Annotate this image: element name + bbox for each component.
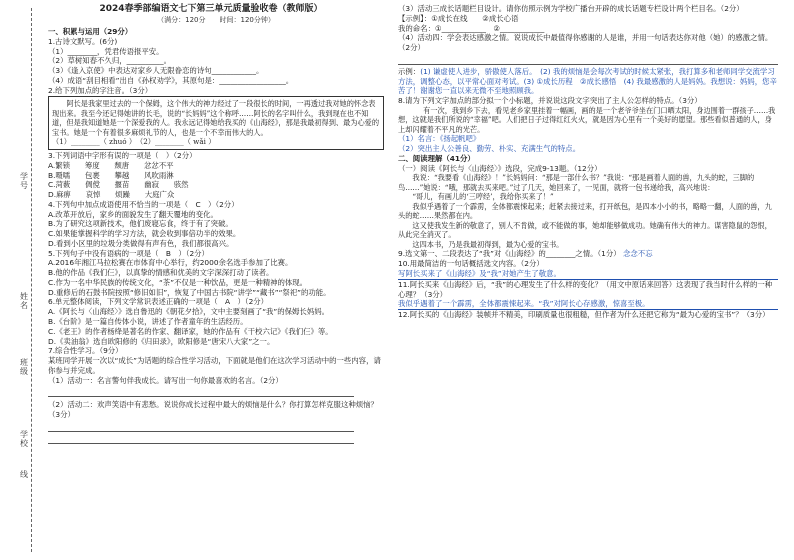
q8-heading: 8.请为下列文字加点的部分拟一个小标题，并说说这段文字突出了主人公怎样的特点。（3分）	[398, 96, 702, 106]
reading-para-3: 我似乎遇着了一个霹雳，全体都震悚起来；赶紧去接过来，打开纸包，是四本小小的书，略略一翻，人面的兽，九头的蛇……果然都在内。	[398, 201, 772, 221]
q4-option-b: B.为了研究这项新技术，他们废寝忘食，终于有了突破。	[48, 219, 233, 229]
q5-option-a: A.2016年湘江马拉松赛在市体育中心举行，约2000余名选手参加了比赛。	[48, 258, 293, 268]
q1-item-2: （2）草树知春不久归，__________。	[48, 56, 171, 66]
q2-passage: 阿长是我家里过去的一个保姆，这个伟大的神力经过了一段很长的时间，一再透过我对她的怀念表现出来。我至今还记得她讲的长毛，说的“长妈妈”这个称呼……阿长的名字叫什么，我到现在也不知道，但是我知道她是一个深爱我的人。我永远记得她给我买的《山海经》，那是我最初得到、最为心爱的宝书。她是一个有着很多麻烦礼节的人，也是一个不幸而伟大的人。	[52, 99, 380, 137]
q5-option-c: C.作为一名中华民族的传统文化，“茶”不仅是一种饮品，更是一种精神的体现。	[48, 277, 308, 287]
q7-sub-3-example-row	[398, 14, 778, 24]
q4-option-d: D.看到小区里的垃圾分类做得有声有色，我们都很高兴。	[48, 238, 234, 248]
exam-subtitle: （满分：120分 时间：120分钟）	[157, 15, 275, 24]
q7-sub-1: （1）活动一：名言警句伴我成长。请写出一句你最喜欢的名言。（2分）	[48, 375, 283, 385]
q7-intro: 某班同学开展一次以“成长”为话题的综合性学习活动，下面就是他们在这次学习活动中的一些内容，请你参与并完成。	[48, 356, 381, 375]
left-column	[48, 0, 384, 444]
q2-fill: （1）________（ zhuó ） （2）________（ wǎi ）	[52, 137, 216, 147]
binding-cut-mark: 线	[20, 470, 28, 479]
q6-option-c: C.《老王》的作者杨绛是著名的作家、翻译家，她的作品有《干校六记》《我们仨》等。	[48, 326, 333, 336]
q11-question: 11.阿长买来《山海经》后，“我”的心理发生了什么样的变化？（用文中原话来回答）这表现了我当时什么样的一种心理？（3分）	[398, 279, 773, 299]
q11-answer: 我似乎遇着了一个霹雳，全体都震悚起来。“我”对阿长心存感激，惊喜至极。	[398, 299, 778, 310]
q7-sub-3-example: ①成长在线 ②成长心语	[431, 13, 519, 23]
binding-label-school: 学校	[20, 430, 28, 448]
q1-item-1: （1）________，凭君传语报平安。	[48, 46, 164, 56]
reading-para-2: “哥儿，有画儿的‘三哼经’，我给你买来了！”	[398, 192, 554, 202]
reading-passage	[398, 173, 778, 249]
exam-title: 2024春季部编语文七下第三单元质量验收卷（教师版）	[99, 4, 323, 14]
q4-option-a: A.改革开放后，家乡的面貌发生了翻天覆地的变化。	[48, 209, 218, 219]
q7-answer: (1) 谦虚使人进步，骄傲使人落后。 (2) 我的烦恼是会每次考试的时候太紧张，我打算多和老师同学交流学习方法，调整心态，以平常心面对考试。(3) ①成长历程 ②成长感悟 (4) 我最感激的人是妈妈。我想说：妈妈，您辛苦了！谢谢您一直以来无微不至地照顾我。	[398, 66, 777, 96]
section-2-heading: 二、阅读理解（41分）	[398, 153, 475, 163]
q8-answer-2: （2）突出主人公善良、勤劳、朴实、充满生气的特点。	[398, 144, 581, 154]
reading-para-1: 我说：“我要看《山海经》！”长妈妈问：“那是一部什么书？”我说：“那是画着人面的兽，九头的蛇，三脚的鸟……”她说：“哦，那就去买来吧。”过了几天，她回来了，一见面，就将一包书递给我，高兴地说：	[398, 173, 755, 192]
binding-dashed-line	[31, 8, 32, 552]
reading-para-5: 这四本书，乃是我最初得到，最为心爱的宝书。	[398, 239, 564, 249]
q12-question: 12.阿长买的《山海经》装帧并不精美，印刷质量也很粗糙，但作者为什么还把它称为“最为心爱的宝书”？（3分）	[398, 310, 770, 320]
q7-sub-4-answer-line[interactable]	[398, 53, 778, 65]
q7-sub-2: （2）活动二：欢声笑语中有悲愁。说说你成长过程中最大的烦恼是什么？你打算怎样克服这种烦恼？（3分）	[48, 400, 378, 420]
q7-answer-label: 示例：	[398, 66, 421, 76]
q7-sub-4: （4）活动四：学会表达感激之情。说说成长中最值得你感谢的人是谁，并用一句话表达你对他（她）的感激之情。（2分）	[398, 33, 773, 53]
q7-sub-3: （3）活动三成长话题栏目设计。请你仿照示例为学校广播台开辟的成长话题专栏设计两个栏目名。（2分）	[398, 4, 744, 13]
q7-sub-3-example-label: 【示例】：	[398, 13, 432, 23]
section-1-heading: 一、积累与运用（29分）	[48, 27, 133, 37]
q3-heading: 3.下列词语中字形有误的一项是（ ）（2分）	[48, 150, 197, 160]
q3-option-b: B.嗫嚅 包裹 攀越 风吹雨淋	[48, 170, 174, 180]
q1-heading: 1.古诗文默写。(6分)	[48, 36, 118, 46]
q9-row	[398, 249, 778, 259]
q10-question: 10.用最简洁的一句话概括选文内容。（2分）	[398, 259, 544, 269]
q3-option-c: C.菏薮 倜傥 揠苗 幽寂 骇然	[48, 180, 189, 190]
q2-heading: 2.给下列加点的字注音。（3分）	[48, 85, 153, 95]
binding-label-name: 姓名	[20, 292, 28, 310]
q3-option-d: D.麻痹 哀悼 烦躁 大庭广众	[48, 190, 175, 200]
q8-passage: 有一次，我到乡下去，看见老乡家里挂着一幅画，画的是一个老爷爷坐在门口晒太阳，身边围着一群孩子……我想，这就是我们所说的“幸福”吧。人们把日子过得红红火火，就是因为心里有一个美好的愿望。那些看似普通的人，身上却闪耀着不平凡的光芒。	[398, 105, 776, 134]
q7-sub-1-answer-line[interactable]	[48, 385, 354, 397]
q7-sub-2-answer-line-2[interactable]	[48, 432, 354, 444]
q5-option-d: D.重修后的石鼓书院按照“修旧如旧”，恢复了中国古书院“讲学”“藏书”“祭祀”的功能。	[48, 287, 331, 297]
q7-sub-2-answer-line-1[interactable]	[48, 420, 354, 432]
q6-option-b: B.《台阶》是一篇自传体小说，讲述了作者童年的生活经历。	[48, 316, 248, 326]
q7-heading: 7.综合性学习。（9分）	[48, 346, 123, 356]
q6-option-d: D.《卖油翁》选自欧阳修的《归田录》，欧阳修是“唐宋八大家”之一。	[48, 336, 275, 346]
q4-option-c: C.如果能掌握科学的学习方法，就会收到事倍功半的效果。	[48, 229, 241, 239]
q4-heading: 4.下列句中加点成语使用不恰当的一项是（ C ）（2分）	[48, 199, 239, 209]
binding-margin	[0, 0, 44, 560]
q9-question: 9.选文第一、二段表达了“我”对《山海经》的________之情。（1分）	[398, 249, 621, 259]
binding-label-student-id: 学号	[20, 172, 28, 190]
q8-answer-1: （1）名言：《扬起帆吧》	[398, 134, 481, 144]
q7-sub-3-my-naming: 我的命名：①____________ ②____________	[398, 23, 545, 33]
q2-passage-box	[48, 96, 384, 150]
binding-label-class: 班级	[20, 358, 28, 376]
q6-option-a: A.《阿长与〈山海经〉》选自鲁迅的《朝花夕拾》，文中主要刻画了“我”的保姆长妈妈。	[48, 307, 329, 317]
q5-heading: 5.下列句子中没有语病的一项是（ B ）（2分）	[48, 248, 209, 258]
right-column	[398, 0, 778, 320]
q3-option-a: A.繁锁 筹度 颓唐 忿忿不平	[48, 160, 174, 170]
q6-heading: 6.单元整体阅读，下列文学常识表述正确的一项是（ A ）（2分）	[48, 297, 269, 307]
q7-answer-row	[398, 67, 778, 96]
part-1-heading: （一）阅读《阿长与〈山海经〉》选段，完成9-13题。（12分）	[398, 163, 602, 173]
q1-item-3: （3）《逢入京使》中表达对家乡人无限眷恋的诗句____________。	[48, 66, 264, 76]
q10-answer: 写阿长买来了《山海经》及“我”对她产生了敬意。	[398, 269, 778, 280]
q5-option-b: B.他的作品《我们仨》，以真挚的情感和优美的文字深深打动了读者。	[48, 268, 274, 278]
q9-answer: 念念不忘	[623, 249, 653, 259]
q1-item-4: （4）成语“刮目相看”出自《孙权劝学》，其原句是：__________________。	[48, 75, 294, 85]
reading-para-4: 这又使我发生新的敬意了，别人不肯做，或不能做的事，她却能够做成功。她确有伟大的神力。谋害隐鼠的怨恨，从此完全消灭了。	[398, 220, 772, 240]
